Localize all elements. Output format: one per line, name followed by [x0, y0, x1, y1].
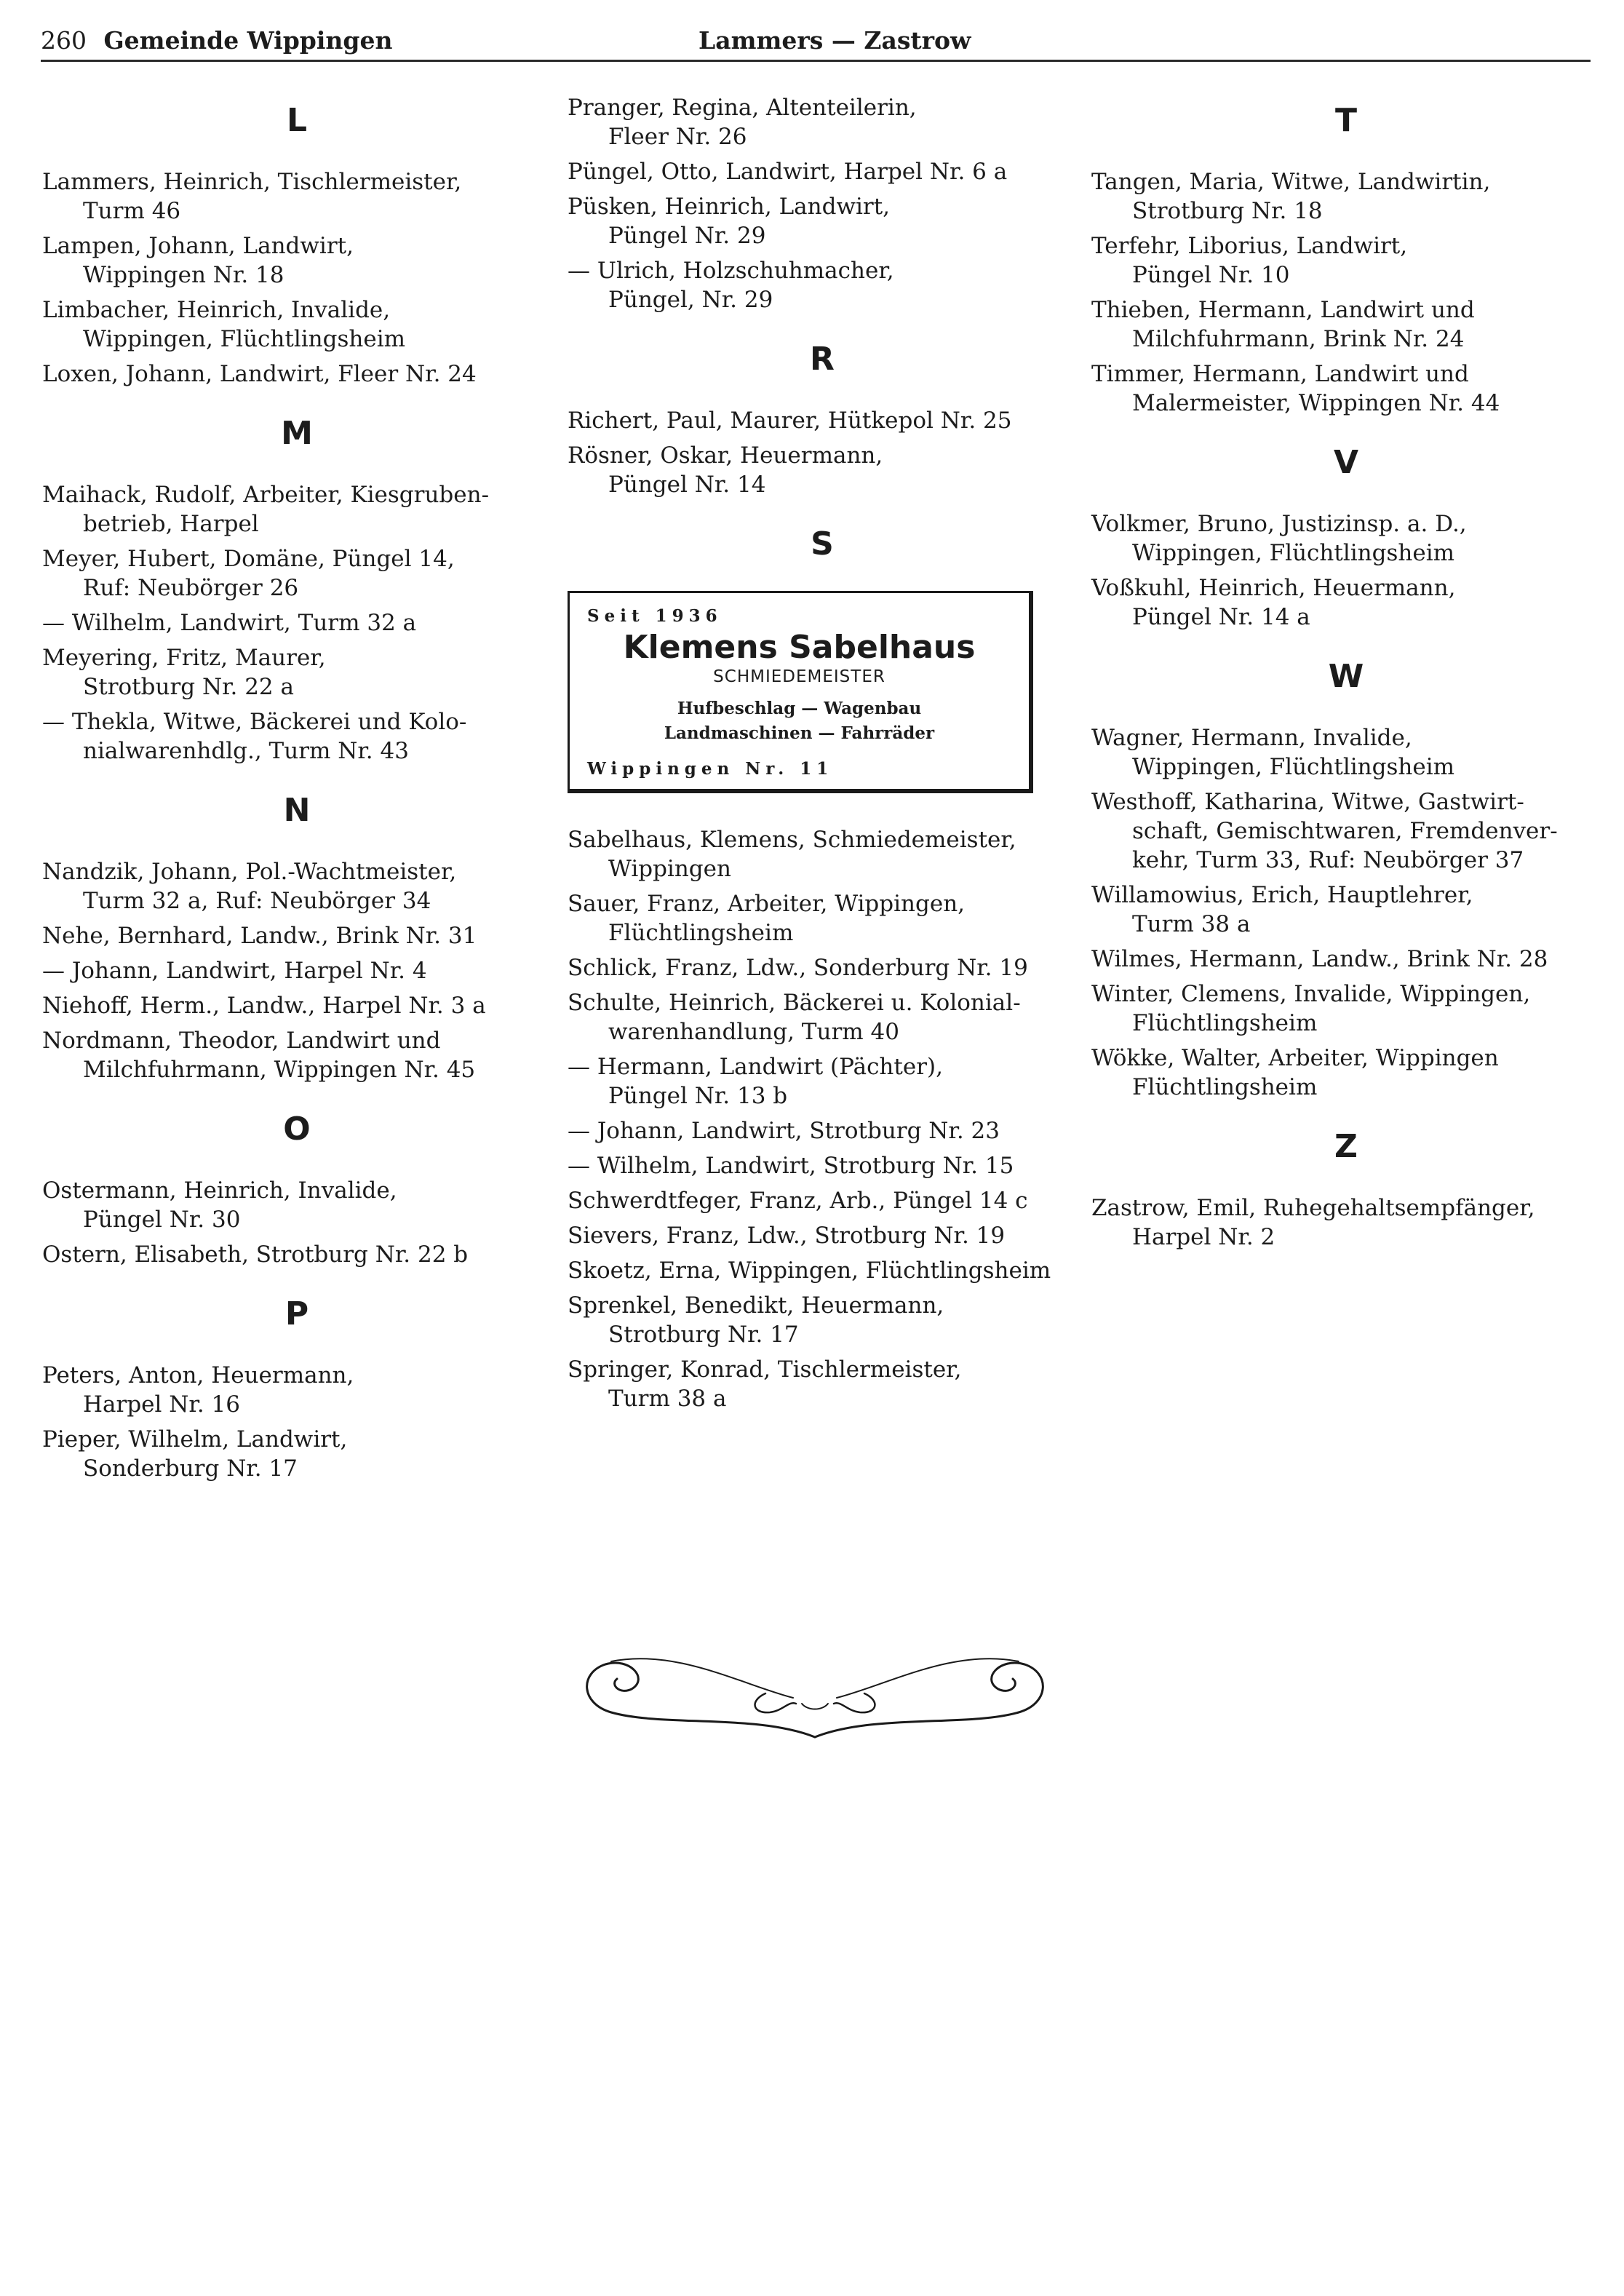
directory-entry: — Ulrich, Holzschuhmacher, Püngel, Nr. 29: [568, 258, 894, 313]
directory-entry: Nandzik, Johann, Pol.-Wachtmeister, Turm 32 a, Ruf: Neubörger 34: [42, 859, 457, 914]
directory-entry: Lammers, Heinrich, Tischlermeister, Turm 46: [42, 169, 462, 224]
entry-list: [568, 93, 1077, 314]
directory-entry: — Johann, Landwirt, Harpel Nr. 4: [42, 958, 427, 984]
directory-entry: Lampen, Johann, Landwirt, Wippingen Nr. 18: [42, 233, 354, 288]
section-letter-z: Z: [1334, 1128, 1358, 1165]
directory-entry: Zastrow, Emil, Ruhegehaltsempfänger, Harpel Nr. 2: [1091, 1195, 1535, 1250]
directory-entry: Wökke, Walter, Arbeiter, Wippingen Flüchtlingsheim: [1091, 1045, 1499, 1100]
header-left: [41, 26, 392, 55]
section-letter-s: S: [811, 525, 834, 563]
advertisement-box: [568, 591, 1033, 793]
entry-list: [42, 480, 552, 766]
ad-services: [587, 696, 1011, 746]
directory-entry: — Thekla, Witwe, Bäckerei und Kolo- nialwarenhdlg., Turm Nr. 43: [42, 709, 467, 764]
name-range-title: Lammers — Zastrow: [698, 26, 971, 55]
directory-entry: Schwerdtfeger, Franz, Arb., Püngel 14 c: [568, 1188, 1028, 1214]
directory-entry: Ostermann, Heinrich, Invalide, Püngel Nr. 30: [42, 1177, 397, 1233]
ad-trade: SCHMIEDEMEISTER: [713, 667, 885, 686]
section-letter-o: O: [283, 1111, 311, 1148]
entry-list: [568, 825, 1077, 1413]
directory-entry: Pranger, Regina, Altenteilerin, Fleer Nr. 26: [568, 95, 917, 150]
section-letter-m: M: [281, 415, 313, 452]
directory-column-3: [1091, 93, 1601, 1275]
directory-entry: Rösner, Oskar, Heuermann, Püngel Nr. 14: [568, 442, 883, 498]
entry-list: [1091, 167, 1601, 418]
section-letter-w: W: [1328, 658, 1364, 695]
ad-since: Seit 1936: [587, 606, 723, 626]
section-letter-l: L: [286, 102, 308, 139]
decorative-ornament: [575, 1641, 1055, 1750]
directory-entry: Nordmann, Theodor, Landwirt und Milchfuhrmann, Wippingen Nr. 45: [42, 1028, 476, 1083]
directory-column-1: [42, 93, 552, 1506]
page-header: [41, 23, 1591, 62]
ad-services-line-1: Hufbeschlag — Wagenbau: [677, 699, 922, 718]
section-letter-r: R: [810, 341, 835, 378]
ad-place: Wippingen Nr. 11: [587, 759, 834, 779]
directory-entry: Loxen, Johann, Landwirt, Fleer Nr. 24: [42, 361, 477, 387]
entry-list: [1091, 1193, 1601, 1252]
directory-entry: Nehe, Bernhard, Landw., Brink Nr. 31: [42, 923, 477, 949]
directory-entry: Meyering, Fritz, Maurer, Strotburg Nr. 22 a: [42, 645, 326, 700]
ad-business-name: Klemens Sabelhaus: [623, 629, 976, 666]
directory-column-2: [568, 93, 1077, 1437]
directory-entry: Ostern, Elisabeth, Strotburg Nr. 22 b: [42, 1242, 469, 1268]
directory-entry: Wagner, Hermann, Invalide, Wippingen, Flüchtlingsheim: [1091, 725, 1455, 780]
directory-entry: Niehoff, Herm., Landw., Harpel Nr. 3 a: [42, 993, 486, 1019]
ad-services-line-2: Landmaschinen — Fahrräder: [664, 723, 935, 743]
directory-entry: — Hermann, Landwirt (Pächter), Püngel Nr. 13 b: [568, 1054, 943, 1109]
directory-entry: Peters, Anton, Heuermann, Harpel Nr. 16: [42, 1362, 354, 1418]
directory-entry: Püsken, Heinrich, Landwirt, Püngel Nr. 29: [568, 194, 891, 249]
section-letter-t: T: [1334, 102, 1357, 139]
directory-entry: Tangen, Maria, Witwe, Landwirtin, Strotburg Nr. 18: [1091, 169, 1491, 224]
directory-entry: Pieper, Wilhelm, Landwirt, Sonderburg Nr. 17: [42, 1426, 348, 1482]
directory-entry: Timmer, Hermann, Landwirt und Malermeister, Wippingen Nr. 44: [1091, 361, 1500, 416]
section-letter-v: V: [1333, 444, 1359, 481]
directory-entry: Schulte, Heinrich, Bäckerei u. Kolonial- warenhandlung, Turm 40: [568, 990, 1021, 1045]
directory-entry: Maihack, Rudolf, Arbeiter, Kiesgruben- betrieb, Harpel: [42, 482, 490, 537]
page-number: 260: [41, 26, 87, 55]
directory-entry: Sabelhaus, Klemens, Schmiedemeister, Wippingen: [568, 827, 1016, 882]
directory-entry: Skoetz, Erna, Wippingen, Flüchtlingsheim: [568, 1258, 1051, 1284]
directory-entry: Willamowius, Erich, Hauptlehrer, Turm 38 a: [1091, 882, 1473, 937]
entry-list: [42, 1361, 552, 1483]
entry-list: [1091, 509, 1601, 632]
directory-entry: — Wilhelm, Landwirt, Strotburg Nr. 15: [568, 1153, 1014, 1179]
municipality-title: Gemeinde Wippingen: [103, 26, 393, 55]
directory-entry: Terfehr, Liborius, Landwirt, Püngel Nr. 10: [1091, 233, 1408, 288]
directory-entry: Schlick, Franz, Ldw., Sonderburg Nr. 19: [568, 955, 1028, 981]
directory-entry: Voßkuhl, Heinrich, Heuermann, Püngel Nr. 14 a: [1091, 575, 1456, 630]
section-letter-p: P: [284, 1295, 309, 1332]
directory-entry: Wilmes, Hermann, Landw., Brink Nr. 28: [1091, 946, 1548, 972]
directory-entry: — Wilhelm, Landwirt, Turm 32 a: [42, 610, 417, 636]
directory-entry: Volkmer, Bruno, Justizinsp. a. D., Wippingen, Flüchtlingsheim: [1091, 511, 1467, 566]
directory-entry: Sievers, Franz, Ldw., Strotburg Nr. 19: [568, 1223, 1006, 1249]
directory-entry: Springer, Konrad, Tischlermeister, Turm 38 a: [568, 1356, 962, 1412]
directory-entry: Winter, Clemens, Invalide, Wippingen, Flüchtlingsheim: [1091, 981, 1531, 1036]
directory-entry: Limbacher, Heinrich, Invalide, Wippingen, Flüchtlingsheim: [42, 297, 406, 352]
directory-entry: Thieben, Hermann, Landwirt und Milchfuhrmann, Brink Nr. 24: [1091, 297, 1475, 352]
directory-entry: — Johann, Landwirt, Strotburg Nr. 23: [568, 1118, 1000, 1144]
entry-list: [42, 167, 552, 389]
directory-entry: Sauer, Franz, Arbeiter, Wippingen, Flüchtlingsheim: [568, 891, 966, 946]
entry-list: [568, 406, 1077, 499]
entry-list: [1091, 723, 1601, 1102]
directory-entry: Sprenkel, Benedikt, Heuermann, Strotburg Nr. 17: [568, 1292, 944, 1348]
entry-list: [42, 1176, 552, 1269]
entry-list: [42, 857, 552, 1084]
directory-entry: Meyer, Hubert, Domäne, Püngel 14, Ruf: Neubörger 26: [42, 546, 455, 601]
directory-entry: Richert, Paul, Maurer, Hütkepol Nr. 25: [568, 408, 1012, 434]
section-letter-n: N: [283, 792, 311, 829]
directory-entry: Püngel, Otto, Landwirt, Harpel Nr. 6 a: [568, 159, 1008, 185]
directory-entry: Westhoff, Katharina, Witwe, Gastwirt- schaft, Gemischtwaren, Fremdenver- kehr, Turm 33, Ruf: Neubörger 37: [1091, 789, 1558, 873]
